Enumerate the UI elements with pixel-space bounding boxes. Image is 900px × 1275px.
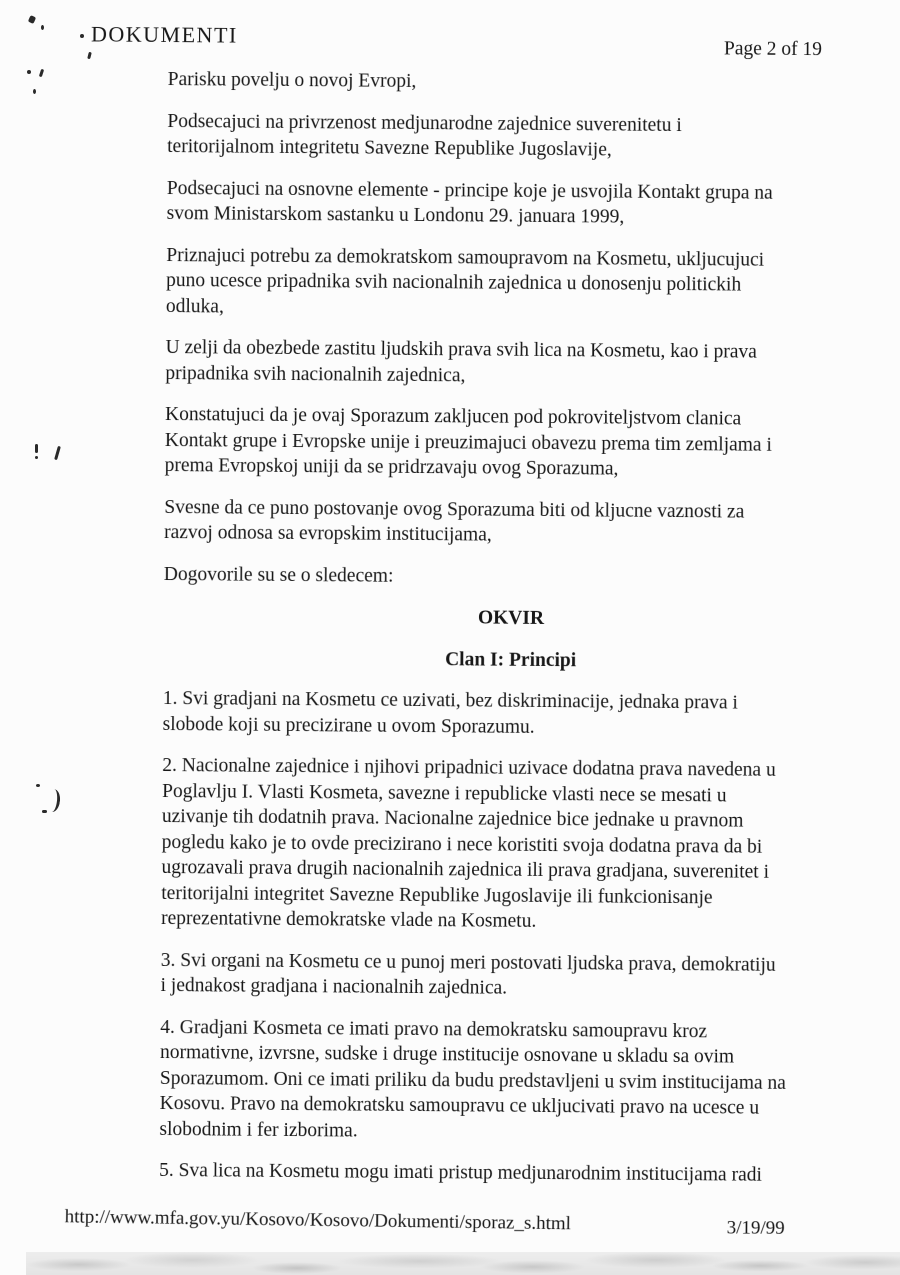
scan-noise-band (26, 1252, 900, 1275)
paragraph: Podsecajuci na osnovne elemente - principe koje je usvojila Kontakt grupa na svom Ministarskom sastanku u Londonu 29. januara 1999, (166, 177, 773, 228)
paragraph: U zelji da obezbede zastitu ljudskih prava svih lica na Kosmetu, kao i prava pripadnika svih nacionalnih zajednica, (165, 336, 757, 386)
document-body (159, 67, 898, 1205)
ink-speck (36, 784, 40, 787)
paragraph: Parisku povelju o novoj Evropi, (167, 69, 417, 92)
paragraph: 2. Nacionalne zajednice i njihovi pripadnici uzivace dodatna prava navedena u Poglavlju I. Vlasti Kosmeta, savezne i republicke vlasti nece se mesati u uzivanje tih dodatnih prava. Nacionalne zajednice bice jednake u pravnom pogledu kako je to ovde precizirano i nece koristiti svoja dodatna prava da bi ugrozavali prava drugih nacionalnih zajednica ili prava gradjana, suverenitet i teritorijalni integritet Savezne Republike Jugoslavije ili funkcionisanje reprezentativne demokratske vlade na Kosmetu. (161, 754, 776, 932)
ink-speck (27, 70, 31, 74)
paragraph: 1. Svi gradjani na Kosmetu ce uzivati, bez diskriminacije, jednaka prava i slobode koji su precizirane u ovom Sporazumu. (162, 687, 738, 738)
document-section-label: DOKUMENTI (90, 21, 238, 48)
paragraph: 5. Sva lica na Kosmetu mogu imati pristup medjunarodnim institucijama radi (159, 1159, 762, 1186)
ink-speck (35, 444, 38, 453)
ink-speck (41, 25, 44, 30)
page-number-indicator: Page 2 of 19 (723, 38, 823, 61)
section-heading: OKVIR (477, 607, 545, 629)
footer-source-url: http://www.mfa.gov.yu/Kosovo/Kosovo/Dokumenti/sporaz_s.html (64, 1206, 572, 1235)
paragraph: Dogovorile su se o sledecem: (163, 563, 394, 587)
ink-speck (80, 34, 84, 38)
paragraph: 4. Gradjani Kosmeta ce imati pravo na demokratsku samoupravu kroz normativne, izvrsne, sudske i druge institucije osnovane u skladu sa ovim Sporazumom. Oni ce imati priliku da budu predstavljeni u svim institucijama na Kosovu. Pravo na demokratsku samoupravu ce ukljucivati pravo na ucesce u slobodnim i fer izborima. (159, 1016, 786, 1142)
ink-speck (35, 456, 38, 459)
paragraph: Svesne da ce puno postovanje ovog Sporazuma biti od kljucne vaznosti za razvoj odnosa sa evropskim institucijama, (164, 496, 745, 546)
paragraph: Priznajuci potrebu za demokratskom samoupravom na Kosmetu, ukljucujuci puno ucesce pripadnika svih nacionalnih zajednica u donosenju politickih odluka, (165, 244, 765, 317)
footer-date: 3/19/99 (726, 1217, 785, 1239)
paragraph: 3. Svi organi na Kosmetu ce u punoj meri postovati ljudska prava, demokratiju i jednakost gradjana i nacionalnih zajednica. (160, 949, 776, 999)
paragraph: Podsecajuci na privrzenost medjunarodne zajednice suverenitetu i teritorijalnom integritetu Savezne Republike Jugoslavije, (167, 110, 682, 161)
paragraph: Konstatujuci da je ovaj Sporazum zakljucen pod pokroviteljstvom clanica Kontakt grupe i Evropske unije i preuzimajuci obavezu prema tim zemljama i prema Evropskoj uniji da se pridrzavaju ovog Sporazuma, (164, 403, 772, 480)
ink-speck (33, 89, 36, 94)
section-heading: Clan I: Principi (445, 648, 577, 671)
ink-speck (42, 810, 47, 813)
